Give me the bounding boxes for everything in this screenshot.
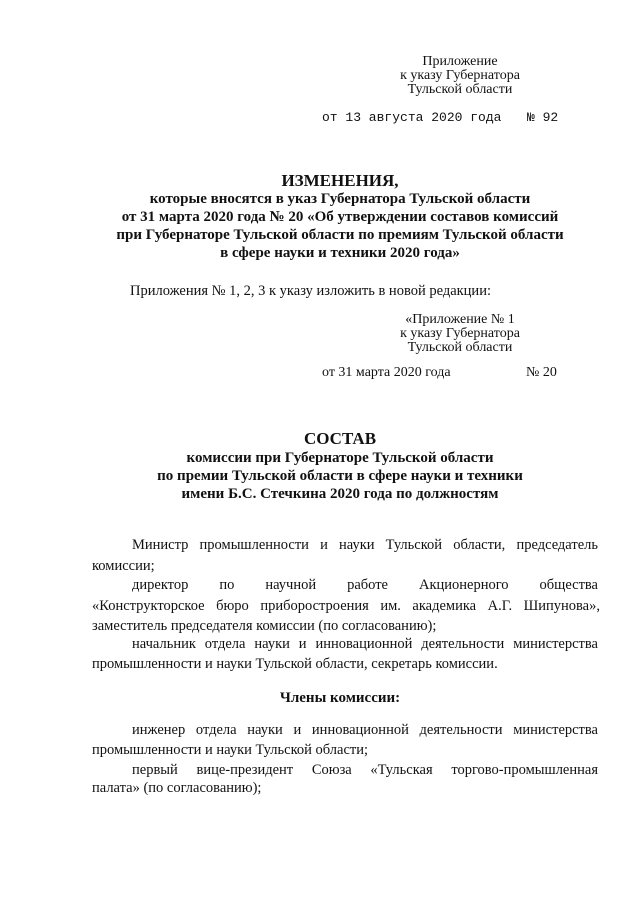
changes-subtitle-line: от 31 марта 2020 года № 20 «Об утверждении составов комиссий bbox=[121, 209, 559, 225]
appendix-decree-reference: к указу Губернатора bbox=[400, 326, 520, 341]
body-line: заместитель председателя комиссии (по согласованию); bbox=[92, 618, 437, 634]
member-line: промышленности и науки Тульской области; bbox=[92, 742, 369, 758]
body-line: комиссии; bbox=[92, 558, 155, 574]
region-name: Тульской области bbox=[407, 82, 513, 97]
appendix-quote-label: «Приложение № 1 bbox=[405, 312, 515, 327]
appendix-date: от 31 марта 2020 года bbox=[322, 365, 451, 380]
changes-subtitle-line: которые вносятся в указ Губернатора Тульской области bbox=[149, 191, 531, 207]
body-line: «Конструкторское бюро приборостроения им. академика А.Г. Шипунова», bbox=[92, 598, 600, 614]
member-line: палата» (по согласованию); bbox=[92, 780, 262, 796]
appendix-number: № 20 bbox=[526, 365, 557, 380]
body-line: промышленности и науки Тульской области, секретарь комиссии. bbox=[92, 656, 498, 672]
changes-heading: ИЗМЕНЕНИЯ, bbox=[281, 171, 399, 190]
appendix-label: Приложение bbox=[422, 54, 498, 69]
composition-heading: СОСТАВ bbox=[303, 429, 377, 448]
members-heading: Члены комиссии: bbox=[279, 690, 401, 706]
member-line: инженер отдела науки и инновационной деятельности министерства bbox=[132, 722, 598, 738]
changes-subtitle-line: при Губернаторе Тульской области по премиям Тульской области bbox=[116, 227, 564, 243]
composition-subtitle-line: комиссии при Губернаторе Тульской области bbox=[186, 450, 494, 466]
intro-paragraph: Приложения № 1, 2, 3 к указу изложить в новой редакции: bbox=[130, 283, 491, 299]
composition-subtitle-line: имени Б.С. Стечкина 2020 года по должностям bbox=[181, 486, 499, 502]
composition-subtitle-line: по премии Тульской области в сфере науки и техники bbox=[157, 468, 523, 484]
decree-reference: к указу Губернатора bbox=[400, 68, 520, 83]
decree-number: № 92 bbox=[527, 110, 559, 125]
changes-subtitle-line: в сфере науки и техники 2020 года» bbox=[220, 245, 460, 261]
member-line: первый вице-президент Союза «Тульская торгово-промышленная bbox=[132, 762, 598, 778]
body-line: директор по научной работе Акционерного общества bbox=[132, 577, 598, 593]
decree-date: от 13 августа 2020 года bbox=[322, 110, 502, 125]
body-line: Министр промышленности и науки Тульской области, председатель bbox=[132, 537, 598, 553]
body-line: начальник отдела науки и инновационной деятельности министерства bbox=[132, 636, 598, 652]
appendix-region-name: Тульской области bbox=[407, 340, 513, 355]
